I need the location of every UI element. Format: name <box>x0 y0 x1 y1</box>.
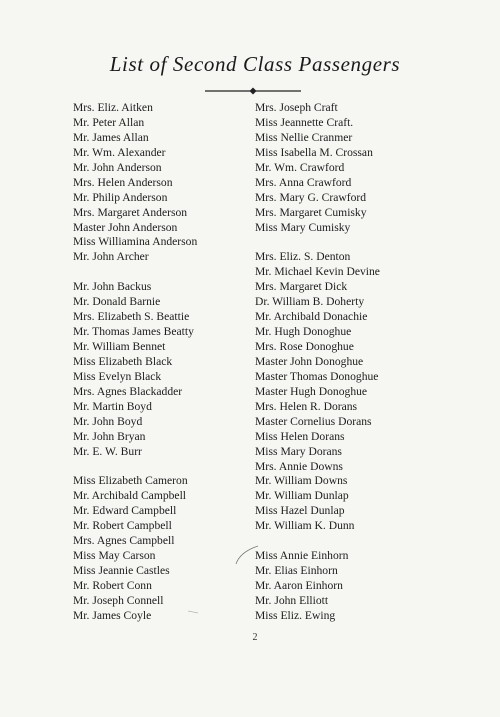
passenger-list-left-column <box>73 101 197 624</box>
passenger-name: Mrs. Eliz. S. Denton <box>255 250 351 264</box>
passenger-name: Mr. Hugh Donoghue <box>255 325 352 339</box>
passenger-name: Master Cornelius Dorans <box>255 414 372 428</box>
diamond-rule-icon <box>205 87 301 95</box>
passenger-name: Miss Elizabeth Black <box>73 354 173 368</box>
passenger-name: Mr. Michael Kevin Devine <box>255 265 380 279</box>
passenger-name: Mr. James Allan <box>73 130 149 144</box>
passenger-name: Mrs. Joseph Craft <box>255 101 338 114</box>
passenger-name: Mr. Robert Conn <box>73 579 152 592</box>
passenger-name: Mr. Donald Barnie <box>73 295 161 309</box>
passenger-name: Mrs. Agnes Blackadder <box>73 384 183 398</box>
passenger-name: Master John Donoghue <box>255 354 364 368</box>
passenger-name: Miss Hazel Dunlap <box>255 504 345 518</box>
group-spacer <box>255 235 380 250</box>
passenger-name: Mr. William Downs <box>255 474 348 488</box>
passenger-name: Miss Eliz. Ewing <box>255 608 336 622</box>
page-title: List of Second Class Passengers <box>109 52 401 76</box>
passenger-name: Miss Annie Einhorn <box>255 549 349 563</box>
passenger-name: Mr. James Coyle <box>73 608 152 622</box>
passenger-name: Miss Elizabeth Cameron <box>73 474 188 488</box>
passenger-name: Miss Mary Cumisky <box>255 220 351 234</box>
passenger-name: Miss Nellie Cranmer <box>255 130 353 144</box>
passenger-name: Mrs. Annie Downs <box>255 459 343 473</box>
passenger-name: Mr. William Bennet <box>73 340 166 353</box>
group-spacer <box>255 534 380 549</box>
page-number: 2 <box>252 632 258 643</box>
passenger-name: Miss Mary Dorans <box>255 444 342 458</box>
paper-speck <box>186 605 206 617</box>
passenger-name: Master Thomas Donoghue <box>255 369 379 383</box>
passenger-name: Mrs. Margaret Anderson <box>73 205 188 219</box>
passenger-name: Mr. John Backus <box>73 280 152 294</box>
group-spacer <box>73 460 197 475</box>
passenger-name: Mr. John Boyd <box>73 414 143 428</box>
passenger-name: Mr. Thomas James Beatty <box>73 325 194 339</box>
passenger-name: Miss May Carson <box>73 549 156 563</box>
passenger-name: Mr. John Anderson <box>73 160 162 174</box>
passenger-name: Mr. Archibald Campbell <box>73 489 187 503</box>
passenger-name: Miss Williamina Anderson <box>73 235 198 249</box>
passenger-name: Mr. Wm. Crawford <box>255 160 345 174</box>
passenger-name: Miss Jeannie Castles <box>73 564 170 578</box>
passenger-name: Mr. John Archer <box>73 250 149 264</box>
passenger-name: Mrs. Mary G. Crawford <box>255 190 367 204</box>
passenger-name: Mr. William K. Dunn <box>255 519 355 533</box>
passenger-name: Mrs. Helen R. Dorans <box>255 399 358 413</box>
passenger-name: Mr. Archibald Donachie <box>255 310 368 324</box>
passenger-name: Mrs. Helen Anderson <box>73 175 173 189</box>
passenger-name: Mr. Martin Boyd <box>73 399 152 413</box>
passenger-name: Miss Helen Dorans <box>255 429 345 443</box>
passenger-name: Master Hugh Donoghue <box>255 384 368 398</box>
group-spacer <box>73 265 197 280</box>
passenger-name: Mrs. Margaret Dick <box>255 280 348 294</box>
passenger-name: Dr. William B. Doherty <box>255 295 365 309</box>
passenger-name: Mr. William Dunlap <box>255 489 349 503</box>
passenger-name: Miss Isabella M. Crossan <box>255 145 373 159</box>
passenger-name: Mr. Joseph Connell <box>73 593 164 607</box>
passenger-name: Mr. Wm. Alexander <box>73 145 166 159</box>
passenger-list-right-column <box>255 101 380 624</box>
passenger-name: Miss Jeannette Craft. <box>255 115 354 129</box>
passenger-name: Mr. John Elliott <box>255 593 329 607</box>
passenger-name: Mr. John Bryan <box>73 429 146 443</box>
pen-mark <box>228 538 268 568</box>
passenger-name: Mr. Philip Anderson <box>73 190 168 204</box>
passenger-name: Mrs. Margaret Cumisky <box>255 205 367 219</box>
passenger-name: Master John Anderson <box>73 220 178 234</box>
passenger-name: Mrs. Elizabeth S. Beattie <box>73 310 190 324</box>
passenger-name: Mr. E. W. Burr <box>73 444 142 458</box>
passenger-name: Mr. Peter Allan <box>73 115 145 129</box>
passenger-name: Miss Evelyn Black <box>73 369 162 383</box>
passenger-name: Mrs. Eliz. Aitken <box>73 101 153 114</box>
passenger-name: Mr. Elias Einhorn <box>255 564 338 578</box>
passenger-name: Mrs. Agnes Campbell <box>73 534 175 548</box>
passenger-name: Mr. Edward Campbell <box>73 504 177 518</box>
passenger-name: Mr. Aaron Einhorn <box>255 579 343 592</box>
passenger-name: Mrs. Anna Crawford <box>255 175 352 189</box>
passenger-name: Mrs. Rose Donoghue <box>255 340 354 353</box>
passenger-name: Mr. Robert Campbell <box>73 519 172 533</box>
